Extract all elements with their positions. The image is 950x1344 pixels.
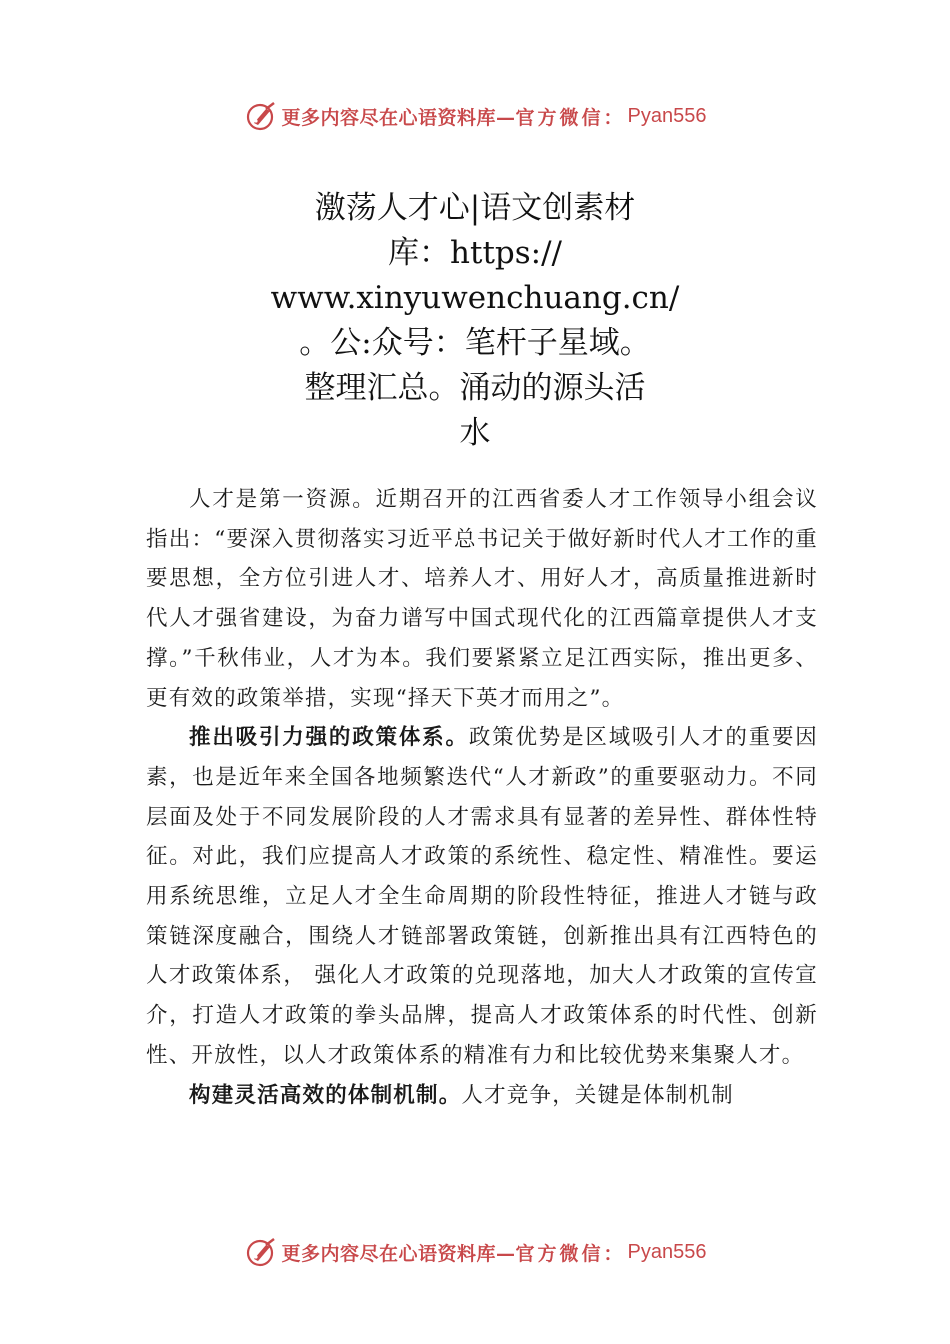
document-body	[146, 480, 818, 1115]
paragraph	[146, 718, 818, 1075]
paragraph	[146, 1076, 818, 1116]
pen-badge-icon	[244, 1235, 278, 1269]
pen-badge-icon	[244, 99, 278, 133]
title-line: 激荡人才心|语文创素材	[314, 190, 636, 226]
banner-text-wechat: 官方微信：	[515, 106, 626, 129]
banner-text-id: Pyan556	[627, 1240, 707, 1263]
header-banner	[0, 96, 950, 136]
banner-text-main: 更多内容尽在心语资料库—	[281, 1242, 516, 1265]
banner-text-id: Pyan556	[627, 104, 707, 127]
paragraph-text: 人才是第一资源。近期召开的江西省委人才工作领导小组会议指出：“要深入贯彻落实习近平总书记关于做好新时代人才工作的重要思想，全方位引进人才、培养人才、用好人才，高质量推进新时代人才强省建设，为奋力谱写中国式现代化的江西篇章提供人才支撑。”千秋伟业，人才为本。我们要紧紧立足江西实际，推出更多、更有效的政策举措，实现“择天下英才而用之”。	[146, 487, 818, 711]
footer-banner	[0, 1232, 950, 1272]
paragraph-text: 人才竞争，关键是体制机制	[461, 1082, 734, 1108]
paragraph-lead: 推出吸引力强的政策体系。	[189, 725, 469, 751]
title-line: 库：https://	[388, 235, 562, 271]
document-title	[270, 186, 680, 456]
title-line: 整理汇总。涌动的源头活	[304, 370, 646, 406]
paragraph	[146, 480, 818, 718]
paragraph-lead: 构建灵活高效的体制机制。	[189, 1082, 462, 1108]
title-line: 。公:众号：笔杆子星域。	[299, 325, 651, 361]
banner-text-wechat: 官方微信：	[515, 1242, 626, 1265]
title-line: www.xinyuwenchuang.cn/	[270, 280, 680, 316]
paragraph-text: 政策优势是区域吸引人才的重要因素，也是近年来全国各地频繁迭代“人才新政”的重要驱动力。不同层面及处于不同发展阶段的人才需求具有显著的差异性、群体性特征。对此，我们应提高人才政策的系统性、稳定性、精准性。要运用系统思维，立足人才全生命周期的阶段性特征，推进人才链与政策链深度融合，围绕人才链部署政策链，创新推出具有江西特色的人才政策体系， 强化人才政策的兑现落地，加大人才政策的宣传宣介，打造人才政策的拳头品牌，提高人才政策体系的时代性、创新性、开放性，以人才政策体系的精准有力和比较优势来集聚人才。	[146, 725, 818, 1068]
banner-text-main: 更多内容尽在心语资料库—	[281, 106, 516, 129]
title-line: 水	[459, 415, 491, 451]
